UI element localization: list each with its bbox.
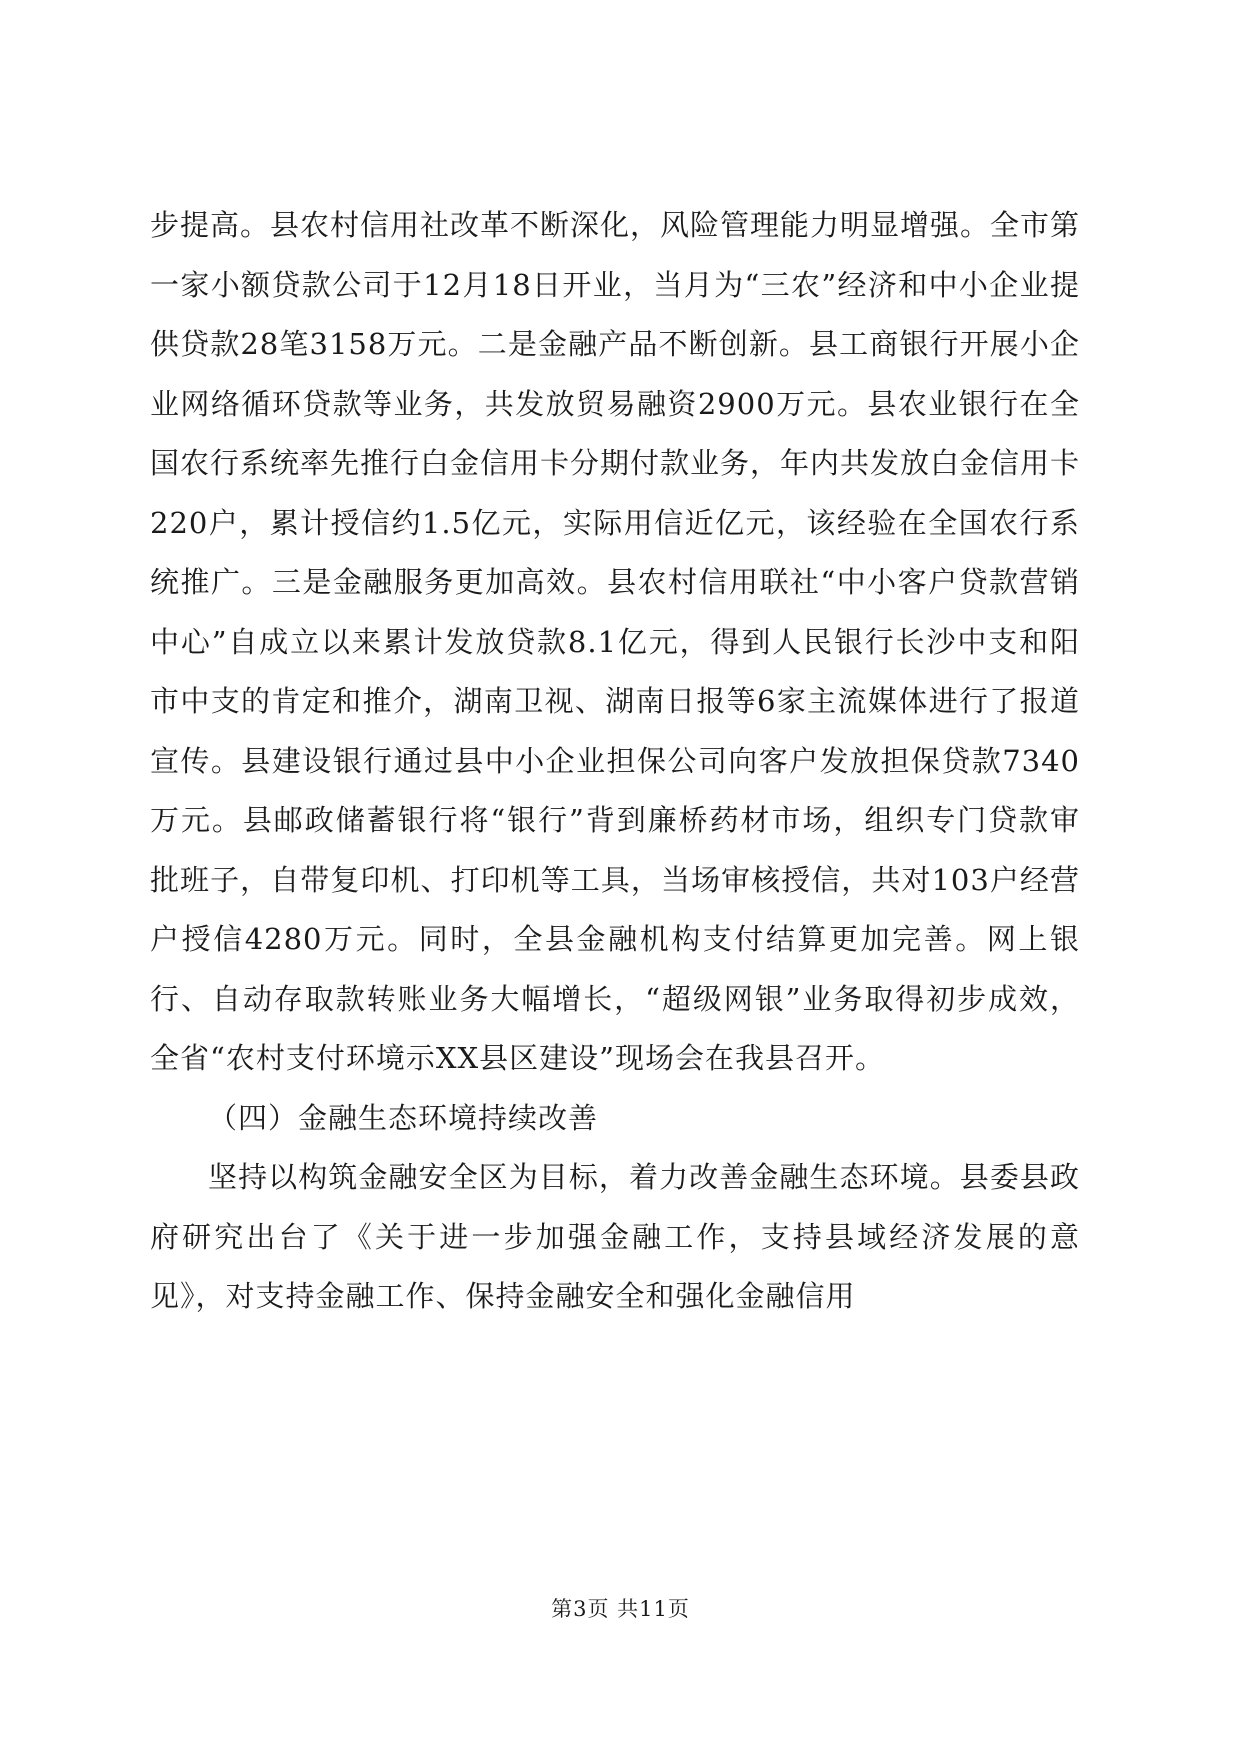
document-body [150,196,1080,1327]
section-heading: （四）金融生态环境持续改善 [208,1100,599,1135]
page-number-label: 第3页 共11页 [551,1597,690,1621]
page-footer [0,1594,1241,1624]
body-paragraph: 坚持以构筑金融安全区为目标，着力改善金融生态环境。县委县政府研究出台了《关于进一步加强金融工作，支持县域经济发展的意见》，对支持金融工作、保持金融安全和强化金融信用 [150,1160,1080,1313]
body-paragraph-continued: 步提高。县农村信用社改革不断深化，风险管理能力明显增强。全市第一家小额贷款公司于12月18日开业，当月为“三农”经济和中小企业提供贷款28笔3158万元。二是金融产品不断创新。县工商银行开展小企业网络循环贷款等业务，共发放贸易融资2900万元。县农业银行在全国农行系统率先推行白金信用卡分期付款业务，年内共发放白金信用卡220户，累计授信约1.5亿元，实际用信近亿元，该经验在全国农行系统推广。三是金融服务更加高效。县农村信用联社“中小客户贷款营销中心”自成立以来累计发放贷款8.1亿元，得到人民银行长沙中支和阳市中支的肯定和推介，湖南卫视、湖南日报等6家主流媒体进行了报道宣传。县建设银行通过县中小企业担保公司向客户发放担保贷款7340万元。县邮政储蓄银行将“银行”背到廉桥药材市场，组织专门贷款审批班子，自带复印机、打印机等工具，当场审核授信，共对103户经营户授信4280万元。同时，全县金融机构支付结算更加完善。网上银行、自动存取款转账业务大幅增长，“超级网银”业务取得初步成效，全省“农村支付环境示XX县区建设”现场会在我县召开。 [150,208,1081,1075]
